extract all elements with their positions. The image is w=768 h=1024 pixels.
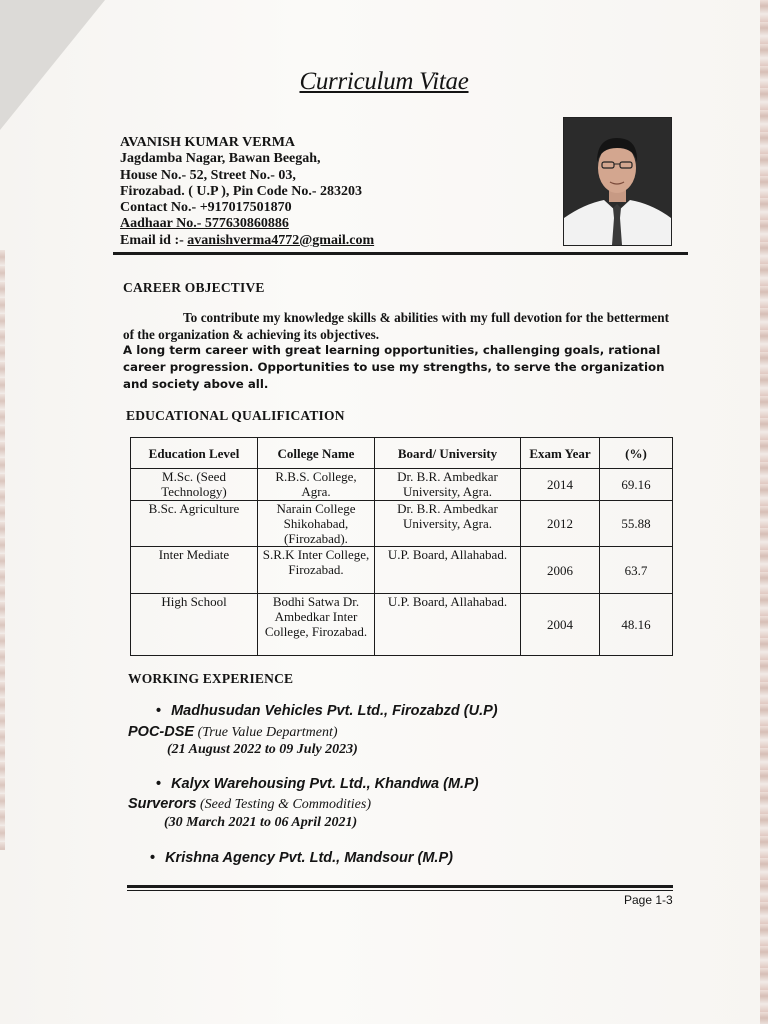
address-line-1: Jagdamba Nagar, Bawan Beegah, [120, 151, 321, 167]
cell-board: Dr. B.R. Ambedkar University, Agra. [375, 469, 521, 501]
job-dates-2: (30 March 2021 to 06 April 2021) [164, 815, 358, 830]
page-number: Page 1-3 [624, 893, 673, 907]
role-department: (Seed Testing & Commodities) [200, 797, 371, 812]
cell-board: U.P. Board, Allahabad. [375, 594, 521, 656]
cell-level: High School [131, 594, 258, 656]
col-exam-year: Exam Year [521, 438, 600, 469]
job-company-1 [156, 703, 498, 719]
bullet-icon: • [156, 776, 162, 792]
email-address: avanishverma4772@gmail.com [187, 232, 375, 248]
company-name: Krishna Agency Pvt. Ltd., Mandsour (M.P) [165, 850, 453, 866]
profile-photo [563, 117, 672, 246]
table-row [131, 469, 673, 501]
page-edge-right [760, 0, 768, 1024]
col-education-level: Education Level [131, 438, 258, 469]
cell-year: 2006 [521, 547, 600, 594]
portrait-icon [564, 118, 671, 245]
role-title: POC-DSE [128, 724, 195, 740]
table-row [131, 501, 673, 547]
table-row [131, 594, 673, 656]
education-table [130, 437, 673, 656]
cell-percent: 55.88 [600, 501, 673, 547]
cell-college: R.B.S. College, Agra. [258, 469, 375, 501]
bullet-icon: • [150, 850, 156, 866]
col-percent: (%) [600, 438, 673, 469]
aadhaar-number: Aadhaar No.- 577630860886 [120, 216, 289, 232]
career-paragraph-2: A long term career with great learning opportunities, challenging goals, rational career progression. Opportunities to use my strengths, to serve the organization and society above all. [123, 343, 665, 391]
contact-block [120, 135, 374, 249]
cell-year: 2012 [521, 501, 600, 547]
job-company-2 [156, 776, 479, 792]
company-name: Madhusudan Vehicles Pvt. Ltd., Firozabzd (U.P) [171, 703, 498, 719]
cell-percent: 48.16 [600, 594, 673, 656]
email-label: Email id :- [120, 232, 188, 248]
cell-level: Inter Mediate [131, 547, 258, 594]
education-heading: EDUCATIONAL QUALIFICATION [126, 408, 345, 423]
bullet-icon: • [156, 703, 162, 719]
email-line [120, 233, 374, 249]
page-edge-left [0, 250, 5, 850]
table-header-row [131, 438, 673, 469]
footer-divider-thin [127, 890, 673, 891]
cell-year: 2004 [521, 594, 600, 656]
header-divider [113, 252, 688, 255]
page-fold-corner [0, 0, 105, 130]
cell-year: 2014 [521, 469, 600, 501]
cell-level: B.Sc. Agriculture [131, 501, 258, 547]
company-name: Kalyx Warehousing Pvt. Ltd., Khandwa (M.P) [171, 776, 479, 792]
career-paragraph-1: To contribute my knowledge skills & abilities with my full devotion for the betterment of the organization & achieving its objectives. [123, 310, 669, 342]
cell-board: U.P. Board, Allahabad. [375, 547, 521, 594]
cell-percent: 69.16 [600, 469, 673, 501]
job-role-2 [128, 796, 371, 813]
address-line-3: Firozabad. ( U.P ), Pin Code No.- 283203 [120, 183, 363, 199]
col-board-university: Board/ University [375, 438, 521, 469]
cell-percent: 63.7 [600, 547, 673, 594]
job-role-1 [128, 724, 338, 741]
career-objective-text [123, 310, 669, 343]
cell-board: Dr. B.R. Ambedkar University, Agra. [375, 501, 521, 547]
role-title: Surverors [128, 796, 197, 812]
cell-college: S.R.K Inter College, Firozabad. [258, 547, 375, 594]
cell-level: M.Sc. (Seed Technology) [131, 469, 258, 501]
footer-divider [127, 885, 673, 888]
job-company-3 [150, 850, 453, 866]
role-department: (True Value Department) [197, 725, 338, 740]
address-line-2: House No.- 52, Street No.- 03, [120, 167, 296, 183]
applicant-name: AVANISH KUMAR VERMA [120, 135, 296, 150]
job-dates-1: (21 August 2022 to 09 July 2023) [167, 742, 358, 757]
cell-college: Bodhi Satwa Dr. Ambedkar Inter College, Firozabad. [258, 594, 375, 656]
document-title: Curriculum Vitae [299, 68, 469, 95]
table-row [131, 547, 673, 594]
experience-heading: WORKING EXPERIENCE [128, 671, 294, 686]
cell-college: Narain College Shikohabad, (Firozabad). [258, 501, 375, 547]
col-college-name: College Name [258, 438, 375, 469]
contact-number: Contact No.- +917017501870 [120, 200, 292, 216]
career-objective-heading: CAREER OBJECTIVE [123, 280, 265, 295]
